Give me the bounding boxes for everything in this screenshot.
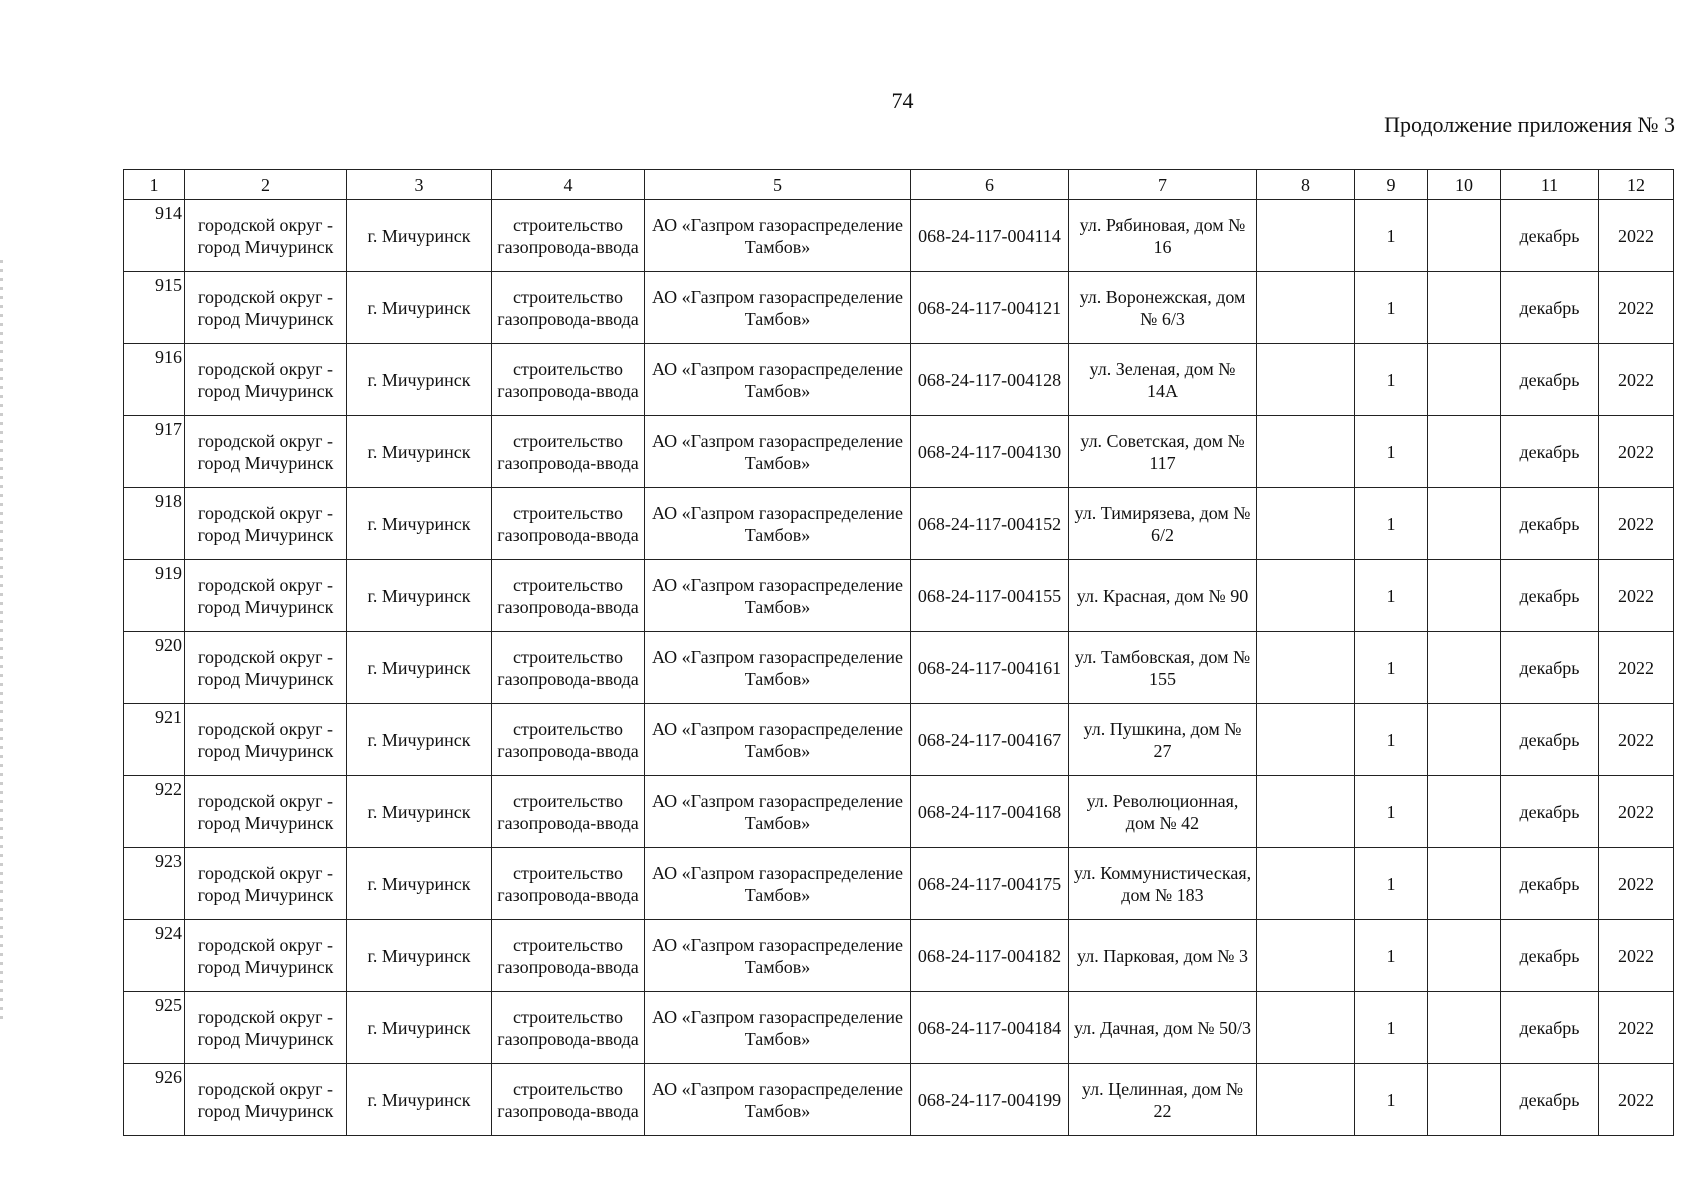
city-cell: г. Мичуринск bbox=[347, 1064, 492, 1136]
registry-code-cell: 068-24-117-004184 bbox=[911, 992, 1069, 1064]
district-cell: городской округ - город Мичуринск bbox=[185, 776, 347, 848]
column-header: 5 bbox=[645, 170, 911, 200]
city-cell: г. Мичуринск bbox=[347, 704, 492, 776]
column-8-cell bbox=[1257, 272, 1355, 344]
column-10-cell bbox=[1428, 560, 1501, 632]
table-row bbox=[124, 704, 1674, 776]
work-type-cell: строительство газопровода-ввода bbox=[492, 632, 645, 704]
month-cell: декабрь bbox=[1501, 992, 1599, 1064]
district-cell: городской округ - город Мичуринск bbox=[185, 488, 347, 560]
registry-code-cell: 068-24-117-004168 bbox=[911, 776, 1069, 848]
column-header: 3 bbox=[347, 170, 492, 200]
month-cell: декабрь bbox=[1501, 1064, 1599, 1136]
row-number: 924 bbox=[124, 920, 185, 992]
column-8-cell bbox=[1257, 416, 1355, 488]
organization-cell: АО «Газпром газораспределение Тамбов» bbox=[645, 560, 911, 632]
quantity-cell: 1 bbox=[1355, 200, 1428, 272]
month-cell: декабрь bbox=[1501, 200, 1599, 272]
year-cell: 2022 bbox=[1599, 848, 1674, 920]
row-number: 916 bbox=[124, 344, 185, 416]
column-10-cell bbox=[1428, 1064, 1501, 1136]
city-cell: г. Мичуринск bbox=[347, 200, 492, 272]
city-cell: г. Мичуринск bbox=[347, 992, 492, 1064]
work-type-cell: строительство газопровода-ввода bbox=[492, 848, 645, 920]
table-row bbox=[124, 632, 1674, 704]
column-10-cell bbox=[1428, 632, 1501, 704]
quantity-cell: 1 bbox=[1355, 848, 1428, 920]
organization-cell: АО «Газпром газораспределение Тамбов» bbox=[645, 344, 911, 416]
year-cell: 2022 bbox=[1599, 560, 1674, 632]
organization-cell: АО «Газпром газораспределение Тамбов» bbox=[645, 920, 911, 992]
month-cell: декабрь bbox=[1501, 272, 1599, 344]
quantity-cell: 1 bbox=[1355, 560, 1428, 632]
page-number: 74 bbox=[891, 88, 914, 113]
address-cell: ул. Тимирязева, дом № 6/2 bbox=[1069, 488, 1257, 560]
district-cell: городской округ - город Мичуринск bbox=[185, 272, 347, 344]
address-cell: ул. Советская, дом № 117 bbox=[1069, 416, 1257, 488]
column-header: 2 bbox=[185, 170, 347, 200]
registry-code-cell: 068-24-117-004167 bbox=[911, 704, 1069, 776]
registry-code-cell: 068-24-117-004128 bbox=[911, 344, 1069, 416]
address-cell: ул. Коммунистическая, дом № 183 bbox=[1069, 848, 1257, 920]
table-row bbox=[124, 992, 1674, 1064]
quantity-cell: 1 bbox=[1355, 488, 1428, 560]
work-type-cell: строительство газопровода-ввода bbox=[492, 776, 645, 848]
organization-cell: АО «Газпром газораспределение Тамбов» bbox=[645, 488, 911, 560]
city-cell: г. Мичуринск bbox=[347, 632, 492, 704]
month-cell: декабрь bbox=[1501, 776, 1599, 848]
quantity-cell: 1 bbox=[1355, 416, 1428, 488]
organization-cell: АО «Газпром газораспределение Тамбов» bbox=[645, 416, 911, 488]
column-header: 6 bbox=[911, 170, 1069, 200]
column-8-cell bbox=[1257, 704, 1355, 776]
table-row bbox=[124, 272, 1674, 344]
city-cell: г. Мичуринск bbox=[347, 488, 492, 560]
registry-code-cell: 068-24-117-004182 bbox=[911, 920, 1069, 992]
city-cell: г. Мичуринск bbox=[347, 920, 492, 992]
quantity-cell: 1 bbox=[1355, 1064, 1428, 1136]
column-header: 1 bbox=[124, 170, 185, 200]
column-10-cell bbox=[1428, 848, 1501, 920]
organization-cell: АО «Газпром газораспределение Тамбов» bbox=[645, 704, 911, 776]
city-cell: г. Мичуринск bbox=[347, 416, 492, 488]
column-header: 7 bbox=[1069, 170, 1257, 200]
quantity-cell: 1 bbox=[1355, 272, 1428, 344]
register-table bbox=[123, 169, 1674, 1136]
district-cell: городской округ - город Мичуринск bbox=[185, 920, 347, 992]
year-cell: 2022 bbox=[1599, 344, 1674, 416]
year-cell: 2022 bbox=[1599, 992, 1674, 1064]
year-cell: 2022 bbox=[1599, 776, 1674, 848]
address-cell: ул. Целинная, дом № 22 bbox=[1069, 1064, 1257, 1136]
address-cell: ул. Тамбовская, дом № 155 bbox=[1069, 632, 1257, 704]
registry-code-cell: 068-24-117-004121 bbox=[911, 272, 1069, 344]
year-cell: 2022 bbox=[1599, 920, 1674, 992]
column-10-cell bbox=[1428, 704, 1501, 776]
row-number: 914 bbox=[124, 200, 185, 272]
column-header: 9 bbox=[1355, 170, 1428, 200]
quantity-cell: 1 bbox=[1355, 632, 1428, 704]
column-10-cell bbox=[1428, 992, 1501, 1064]
organization-cell: АО «Газпром газораспределение Тамбов» bbox=[645, 992, 911, 1064]
district-cell: городской округ - город Мичуринск bbox=[185, 560, 347, 632]
column-8-cell bbox=[1257, 200, 1355, 272]
organization-cell: АО «Газпром газораспределение Тамбов» bbox=[645, 1064, 911, 1136]
column-8-cell bbox=[1257, 992, 1355, 1064]
column-10-cell bbox=[1428, 920, 1501, 992]
column-8-cell bbox=[1257, 848, 1355, 920]
district-cell: городской округ - город Мичуринск bbox=[185, 416, 347, 488]
registry-code-cell: 068-24-117-004152 bbox=[911, 488, 1069, 560]
appendix-caption: Продолжение приложения № 3 bbox=[1384, 112, 1675, 137]
city-cell: г. Мичуринск bbox=[347, 272, 492, 344]
row-number: 925 bbox=[124, 992, 185, 1064]
organization-cell: АО «Газпром газораспределение Тамбов» bbox=[645, 272, 911, 344]
table-row bbox=[124, 344, 1674, 416]
column-8-cell bbox=[1257, 920, 1355, 992]
month-cell: декабрь bbox=[1501, 632, 1599, 704]
registry-code-cell: 068-24-117-004199 bbox=[911, 1064, 1069, 1136]
organization-cell: АО «Газпром газораспределение Тамбов» bbox=[645, 200, 911, 272]
month-cell: декабрь bbox=[1501, 416, 1599, 488]
district-cell: городской округ - город Мичуринск bbox=[185, 704, 347, 776]
column-10-cell bbox=[1428, 272, 1501, 344]
organization-cell: АО «Газпром газораспределение Тамбов» bbox=[645, 776, 911, 848]
header-row bbox=[124, 170, 1674, 200]
row-number: 923 bbox=[124, 848, 185, 920]
quantity-cell: 1 bbox=[1355, 992, 1428, 1064]
year-cell: 2022 bbox=[1599, 1064, 1674, 1136]
address-cell: ул. Рябиновая, дом № 16 bbox=[1069, 200, 1257, 272]
month-cell: декабрь bbox=[1501, 848, 1599, 920]
district-cell: городской округ - город Мичуринск bbox=[185, 848, 347, 920]
quantity-cell: 1 bbox=[1355, 704, 1428, 776]
column-8-cell bbox=[1257, 1064, 1355, 1136]
column-8-cell bbox=[1257, 488, 1355, 560]
work-type-cell: строительство газопровода-ввода bbox=[492, 560, 645, 632]
column-header: 8 bbox=[1257, 170, 1355, 200]
work-type-cell: строительство газопровода-ввода bbox=[492, 704, 645, 776]
city-cell: г. Мичуринск bbox=[347, 848, 492, 920]
scan-edge-noise bbox=[0, 260, 3, 1020]
month-cell: декабрь bbox=[1501, 704, 1599, 776]
month-cell: декабрь bbox=[1501, 488, 1599, 560]
column-header: 11 bbox=[1501, 170, 1599, 200]
district-cell: городской округ - город Мичуринск bbox=[185, 344, 347, 416]
quantity-cell: 1 bbox=[1355, 344, 1428, 416]
year-cell: 2022 bbox=[1599, 704, 1674, 776]
quantity-cell: 1 bbox=[1355, 776, 1428, 848]
year-cell: 2022 bbox=[1599, 272, 1674, 344]
city-cell: г. Мичуринск bbox=[347, 344, 492, 416]
registry-code-cell: 068-24-117-004155 bbox=[911, 560, 1069, 632]
column-10-cell bbox=[1428, 200, 1501, 272]
address-cell: ул. Зеленая, дом № 14А bbox=[1069, 344, 1257, 416]
year-cell: 2022 bbox=[1599, 488, 1674, 560]
registry-code-cell: 068-24-117-004114 bbox=[911, 200, 1069, 272]
year-cell: 2022 bbox=[1599, 416, 1674, 488]
column-header: 4 bbox=[492, 170, 645, 200]
column-header: 12 bbox=[1599, 170, 1674, 200]
row-number: 919 bbox=[124, 560, 185, 632]
year-cell: 2022 bbox=[1599, 632, 1674, 704]
table-row bbox=[124, 1064, 1674, 1136]
table-row bbox=[124, 848, 1674, 920]
work-type-cell: строительство газопровода-ввода bbox=[492, 1064, 645, 1136]
work-type-cell: строительство газопровода-ввода bbox=[492, 992, 645, 1064]
column-header: 10 bbox=[1428, 170, 1501, 200]
month-cell: декабрь bbox=[1501, 560, 1599, 632]
year-cell: 2022 bbox=[1599, 200, 1674, 272]
table-row bbox=[124, 776, 1674, 848]
registry-code-cell: 068-24-117-004161 bbox=[911, 632, 1069, 704]
district-cell: городской округ - город Мичуринск bbox=[185, 632, 347, 704]
column-8-cell bbox=[1257, 560, 1355, 632]
table-row bbox=[124, 416, 1674, 488]
organization-cell: АО «Газпром газораспределение Тамбов» bbox=[645, 848, 911, 920]
month-cell: декабрь bbox=[1501, 920, 1599, 992]
column-8-cell bbox=[1257, 632, 1355, 704]
district-cell: городской округ - город Мичуринск bbox=[185, 992, 347, 1064]
work-type-cell: строительство газопровода-ввода bbox=[492, 344, 645, 416]
row-number: 915 bbox=[124, 272, 185, 344]
address-cell: ул. Воронежская, дом № 6/3 bbox=[1069, 272, 1257, 344]
table-row bbox=[124, 920, 1674, 992]
work-type-cell: строительство газопровода-ввода bbox=[492, 272, 645, 344]
district-cell: городской округ - город Мичуринск bbox=[185, 200, 347, 272]
row-number: 922 bbox=[124, 776, 185, 848]
row-number: 917 bbox=[124, 416, 185, 488]
work-type-cell: строительство газопровода-ввода bbox=[492, 416, 645, 488]
table-row bbox=[124, 200, 1674, 272]
column-10-cell bbox=[1428, 416, 1501, 488]
organization-cell: АО «Газпром газораспределение Тамбов» bbox=[645, 632, 911, 704]
work-type-cell: строительство газопровода-ввода bbox=[492, 200, 645, 272]
column-10-cell bbox=[1428, 488, 1501, 560]
district-cell: городской округ - город Мичуринск bbox=[185, 1064, 347, 1136]
row-number: 920 bbox=[124, 632, 185, 704]
month-cell: декабрь bbox=[1501, 344, 1599, 416]
column-8-cell bbox=[1257, 776, 1355, 848]
quantity-cell: 1 bbox=[1355, 920, 1428, 992]
registry-code-cell: 068-24-117-004175 bbox=[911, 848, 1069, 920]
row-number: 921 bbox=[124, 704, 185, 776]
address-cell: ул. Красная, дом № 90 bbox=[1069, 560, 1257, 632]
address-cell: ул. Революционная, дом № 42 bbox=[1069, 776, 1257, 848]
column-10-cell bbox=[1428, 344, 1501, 416]
row-number: 918 bbox=[124, 488, 185, 560]
registry-code-cell: 068-24-117-004130 bbox=[911, 416, 1069, 488]
table-row bbox=[124, 560, 1674, 632]
address-cell: ул. Дачная, дом № 50/3 bbox=[1069, 992, 1257, 1064]
address-cell: ул. Пушкина, дом № 27 bbox=[1069, 704, 1257, 776]
column-8-cell bbox=[1257, 344, 1355, 416]
city-cell: г. Мичуринск bbox=[347, 776, 492, 848]
column-10-cell bbox=[1428, 776, 1501, 848]
table-row bbox=[124, 488, 1674, 560]
row-number: 926 bbox=[124, 1064, 185, 1136]
work-type-cell: строительство газопровода-ввода bbox=[492, 488, 645, 560]
address-cell: ул. Парковая, дом № 3 bbox=[1069, 920, 1257, 992]
city-cell: г. Мичуринск bbox=[347, 560, 492, 632]
work-type-cell: строительство газопровода-ввода bbox=[492, 920, 645, 992]
